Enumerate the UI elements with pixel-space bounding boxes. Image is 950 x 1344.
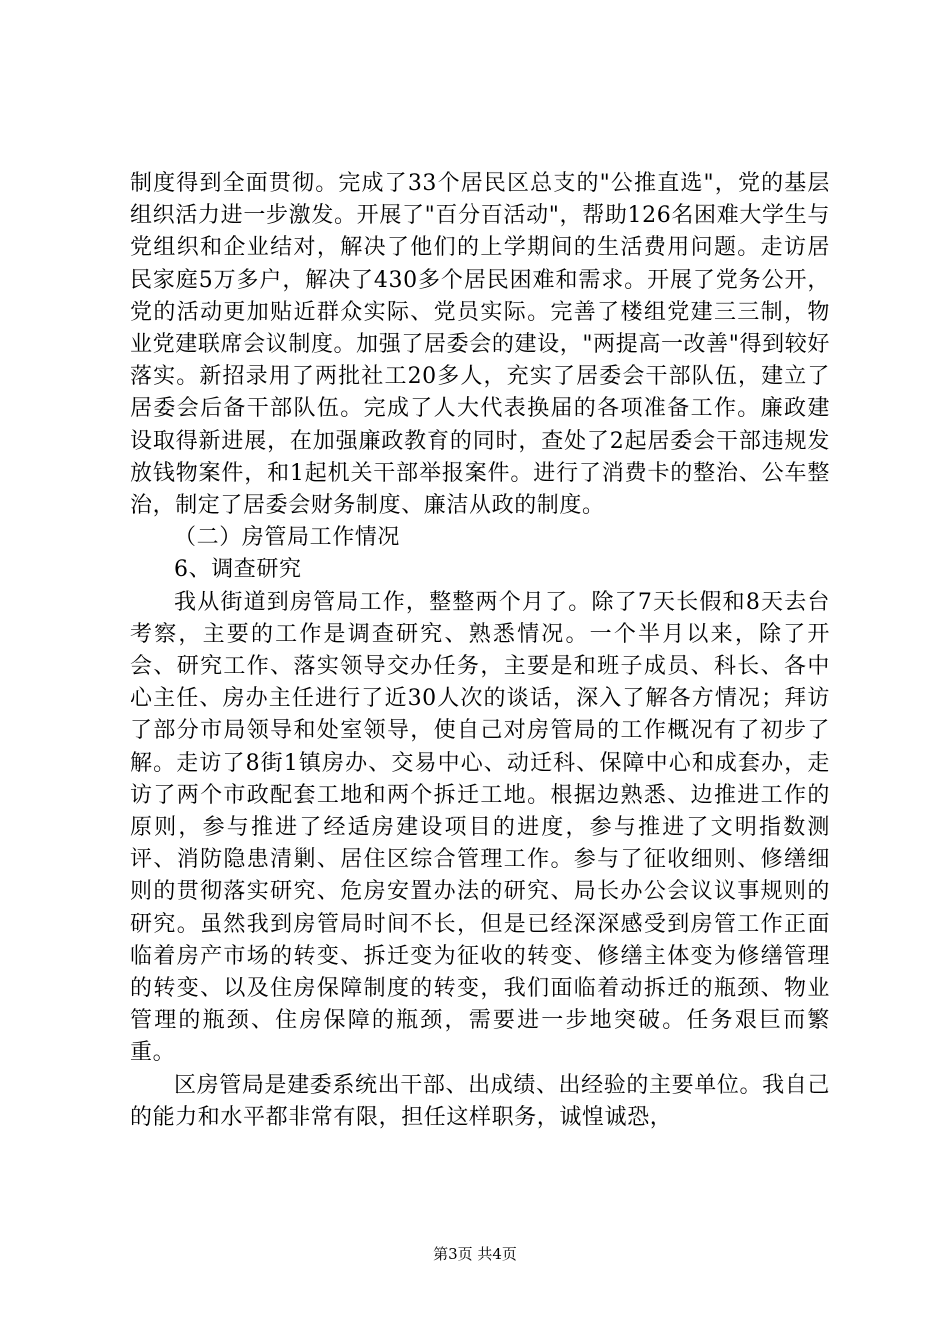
subsection-heading: 6、调查研究 [174, 557, 302, 583]
page-footer: 第3页 共4页 [433, 1245, 517, 1263]
section-heading: （二）房管局工作情况 [174, 525, 401, 551]
paragraph-2: 我从街道到房管局工作，整整两个月了。除了7天长假和8天去台考察，主要的工作是调查研究、熟悉情况。一个半月以来，除了开会、研究工作、落实领导交办任务，主要是和班子成员、科长、各中心主任、房办主任进行了近30人次的谈话，深入了解各方情况；拜访了部分市局领导和处室领导，使自己对房管局的工作概况有了初步了解。走访了8街1镇房办、交易中心、动迁科、保障中心和成套办，走访了两个市政配套工地和两个拆迁工地。根据边熟悉、边推进工作的原则，参与推进了经适房建设项目的进度，参与推进了文明指数测评、消防隐患清剿、居住区综合管理工作。参与了征收细则、修缮细则的贯彻落实研究、危房安置办法的研究、局长办公会议议事规则的研究。虽然我到房管局时间不长，但是已经深深感受到房管工作正面临着房产市场的转变、拆迁变为征收的转变、修缮主体变为修缮管理的转变、以及住房保障制度的转变，我们面临着动拆迁的瓶颈、物业管理的瓶颈、住房保障的瓶颈，需要进一步地突破。任务艰巨而繁重。 [130, 589, 830, 1066]
document-body [130, 168, 830, 1134]
paragraph-3: 区房管局是建委系统出干部、出成绩、出经验的主要单位。我自己的能力和水平都非常有限，担任这样职务，诚惶诚恐， [130, 1072, 830, 1130]
paragraph-1: 制度得到全面贯彻。完成了33个居民区总支的"公推直选"，党的基层组织活力进一步激发。开展了"百分百活动"，帮助126名困难大学生与党组织和企业结对，解决了他们的上学期间的生活费用问题。走访居民家庭5万多户，解决了430多个居民困难和需求。开展了党务公开，党的活动更加贴近群众实际、党员实际。完善了楼组党建三三制，物业党建联席会议制度。加强了居委会的建设，"两提高一改善"得到较好落实。新招录用了两批社工20多人，充实了居委会干部队伍，建立了居委会后备干部队伍。完成了人大代表换届的各项准备工作。廉政建设取得新进展，在加强廉政教育的同时，查处了2起居委会干部违规发放钱物案件，和1起机关干部举报案件。进行了消费卡的整治、公车整治，制定了居委会财务制度、廉洁从政的制度。 [130, 171, 830, 519]
